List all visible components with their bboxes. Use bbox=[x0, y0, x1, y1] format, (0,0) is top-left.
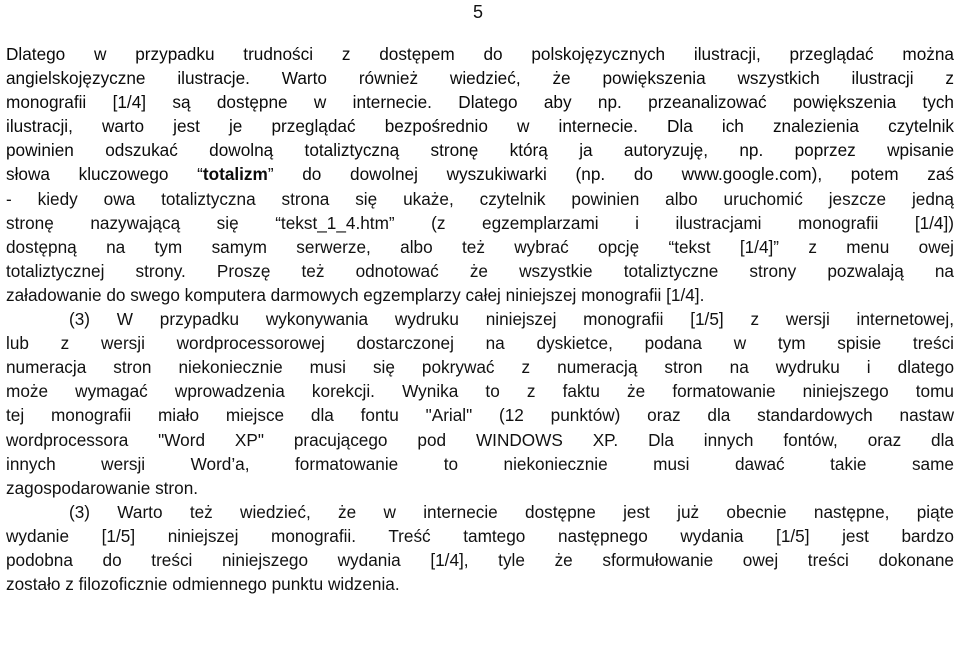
page-number: 5 bbox=[473, 2, 484, 22]
text-line: wydanie [1/5] niniejszej monografii. Treść tamtego następnego wydania [1/5] jest bardzo bbox=[6, 525, 954, 546]
paragraph-3 bbox=[6, 500, 954, 596]
text-line: podobna do treści niniejszego wydania [1/4], tyle że sformułowanie owej treści dokonane bbox=[6, 549, 954, 570]
text-line: - kiedy owa totaliztyczna strona się ukaże, czytelnik powinien albo uruchomić jeszcze jedną bbox=[6, 188, 954, 209]
text-line: monografii [1/4] są dostępne w internecie. Dlatego aby np. przeanalizować powiększenia tych bbox=[6, 92, 954, 113]
document-body bbox=[6, 42, 954, 596]
text-line: numeracja stron niekoniecznie musi się pokrywać z numeracją stron na wydruku i dlatego bbox=[6, 357, 954, 378]
text-line: lub z wersji wordprocessorowej dostarczonej na dyskietce, podana w tym spisie treści bbox=[6, 333, 954, 354]
text-line: tej monografii miało miejsce dla fontu "Arial" (12 punktów) oraz dla standardowych nastaw bbox=[6, 405, 954, 426]
text-line: stronę nazywającą się “tekst_1_4.htm” (z egzemplarzami i ilustracjami monografii [1/4]) bbox=[6, 212, 954, 233]
text-fragment: ” do dowolnej wyszukiwarki (np. do www.google.com), potem zaś bbox=[267, 164, 955, 185]
text-line: wordprocessora "Word XP" pracującego pod WINDOWS XP. Dla innych fontów, oraz dla bbox=[6, 429, 954, 450]
paragraph-1 bbox=[6, 42, 954, 307]
text-line: (3) Warto też wiedzieć, że w internecie dostępne jest już obecnie następne, piąte bbox=[69, 501, 954, 522]
keyword-totalizm: totalizm bbox=[202, 164, 268, 185]
text-fragment: słowa kluczowego “ bbox=[6, 164, 203, 185]
text-line bbox=[6, 162, 954, 186]
text-line: powinien odszukać dowolną totaliztyczną stronę którą ja autoryzuję, np. poprzez wpisanie bbox=[6, 140, 954, 161]
text-line: dostępną na tym samym serwerze, albo też wybrać opcję “tekst [1/4]” z menu owej bbox=[6, 236, 954, 257]
text-line: Dlatego w przypadku trudności z dostępem do polskojęzycznych ilustracji, przeglądać można bbox=[6, 44, 954, 64]
text-line: załadowanie do swego komputera darmowych egzemplarzy całej niniejszej monografii [1/4]. bbox=[6, 284, 705, 305]
text-line: zostało z filozoficznie odmiennego punktu widzenia. bbox=[6, 574, 400, 595]
text-line: angielskojęzyczne ilustracje. Warto również wiedzieć, że powiększenia wszystkich ilustracji z bbox=[6, 68, 954, 89]
text-line: może wymagać wprowadzenia korekcji. Wynika to z faktu że formatowanie niniejszego tomu bbox=[6, 381, 954, 402]
text-line: innych wersji Word’a, formatowanie to niekoniecznie musi dawać takie same bbox=[6, 453, 954, 474]
text-line: (3) W przypadku wykonywania wydruku niniejszej monografii [1/5] z wersji internetowej, bbox=[69, 309, 954, 330]
text-line: totaliztycznej strony. Proszę też odnotować że wszystkie totaliztyczne strony pozwalają na bbox=[6, 260, 954, 281]
text-line: ilustracji, warto jest je przeglądać bezpośrednio w internecie. Dla ich znalezienia czytelnik bbox=[6, 116, 954, 137]
paragraph-2 bbox=[6, 307, 954, 500]
text-line: zagospodarowanie stron. bbox=[6, 477, 199, 498]
